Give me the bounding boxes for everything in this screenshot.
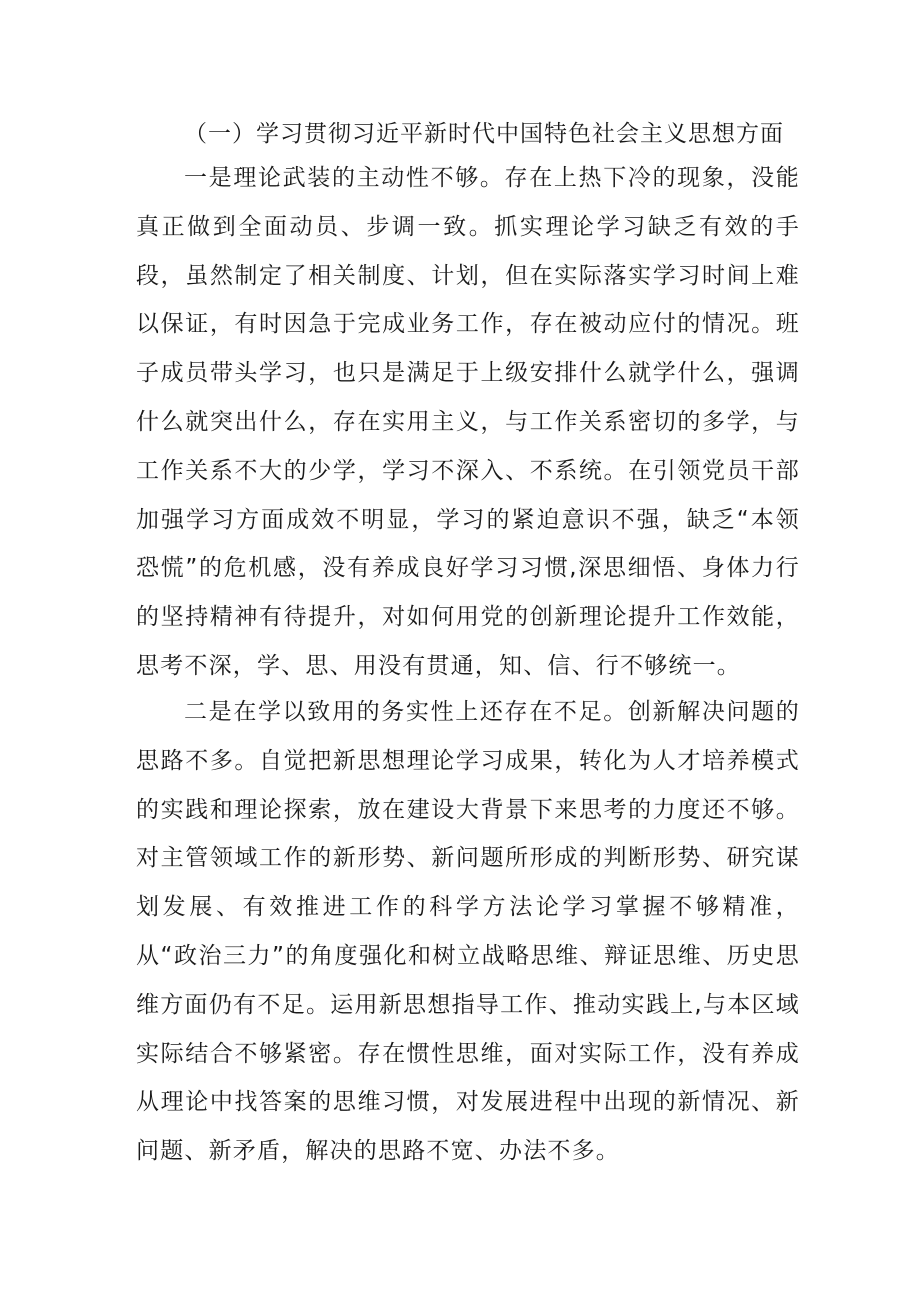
paragraph-practical-application: 二是在学以致用的务实性上还存在不足。创新解决问题的思路不多。自觉把新思想理论学习成果，转化为人才培养模式的实践和理论探索，放在建设大背景下来思考的力度还不够。对主管领域工作的新形势、新问题所形成的判断形势、研究谋划发展、有效推进工作的科学方法论学习掌握不够精准，从“政治三力”的角度强化和树立战略思维、辩证思维、历史思维方面仍有不足。运用新思想指导工作、推动实践上,与本区域实际结合不够紧密。存在惯性思维，面对实际工作，没有养成从理论中找答案的思维习惯，对发展进程中出现的新情况、新问题、新矛盾，解决的思路不宽、办法不多。 [136,699,800,1165]
paragraph-theory-study: 一是理论武装的主动性不够。存在上热下冷的现象，没能真正做到全面动员、步调一致。抓实理论学习缺乏有效的手段，虽然制定了相关制度、计划，但在实际落实学习时间上难以保证，有时因急于完成业务工作，存在被动应付的情况。班子成员带头学习，也只是满足于上级安排什么就学什么，强调什么就突出什么，存在实用主义，与工作关系密切的多学，与工作关系不大的少学，学习不深入、不系统。在引领党员干部加强学习方面成效不明显，学习的紧迫意识不强，缺乏“本领恐慌”的危机感，没有养成良好学习习惯,深思细悟、身体力行的坚持精神有待提升，对如何用党的创新理论提升工作效能，思考不深，学、思、用没有贯通，知、信、行不够统一。 [136,165,800,679]
section-heading: （一）学习贯彻习近平新时代中国特色社会主义思想方面 [184,121,784,147]
